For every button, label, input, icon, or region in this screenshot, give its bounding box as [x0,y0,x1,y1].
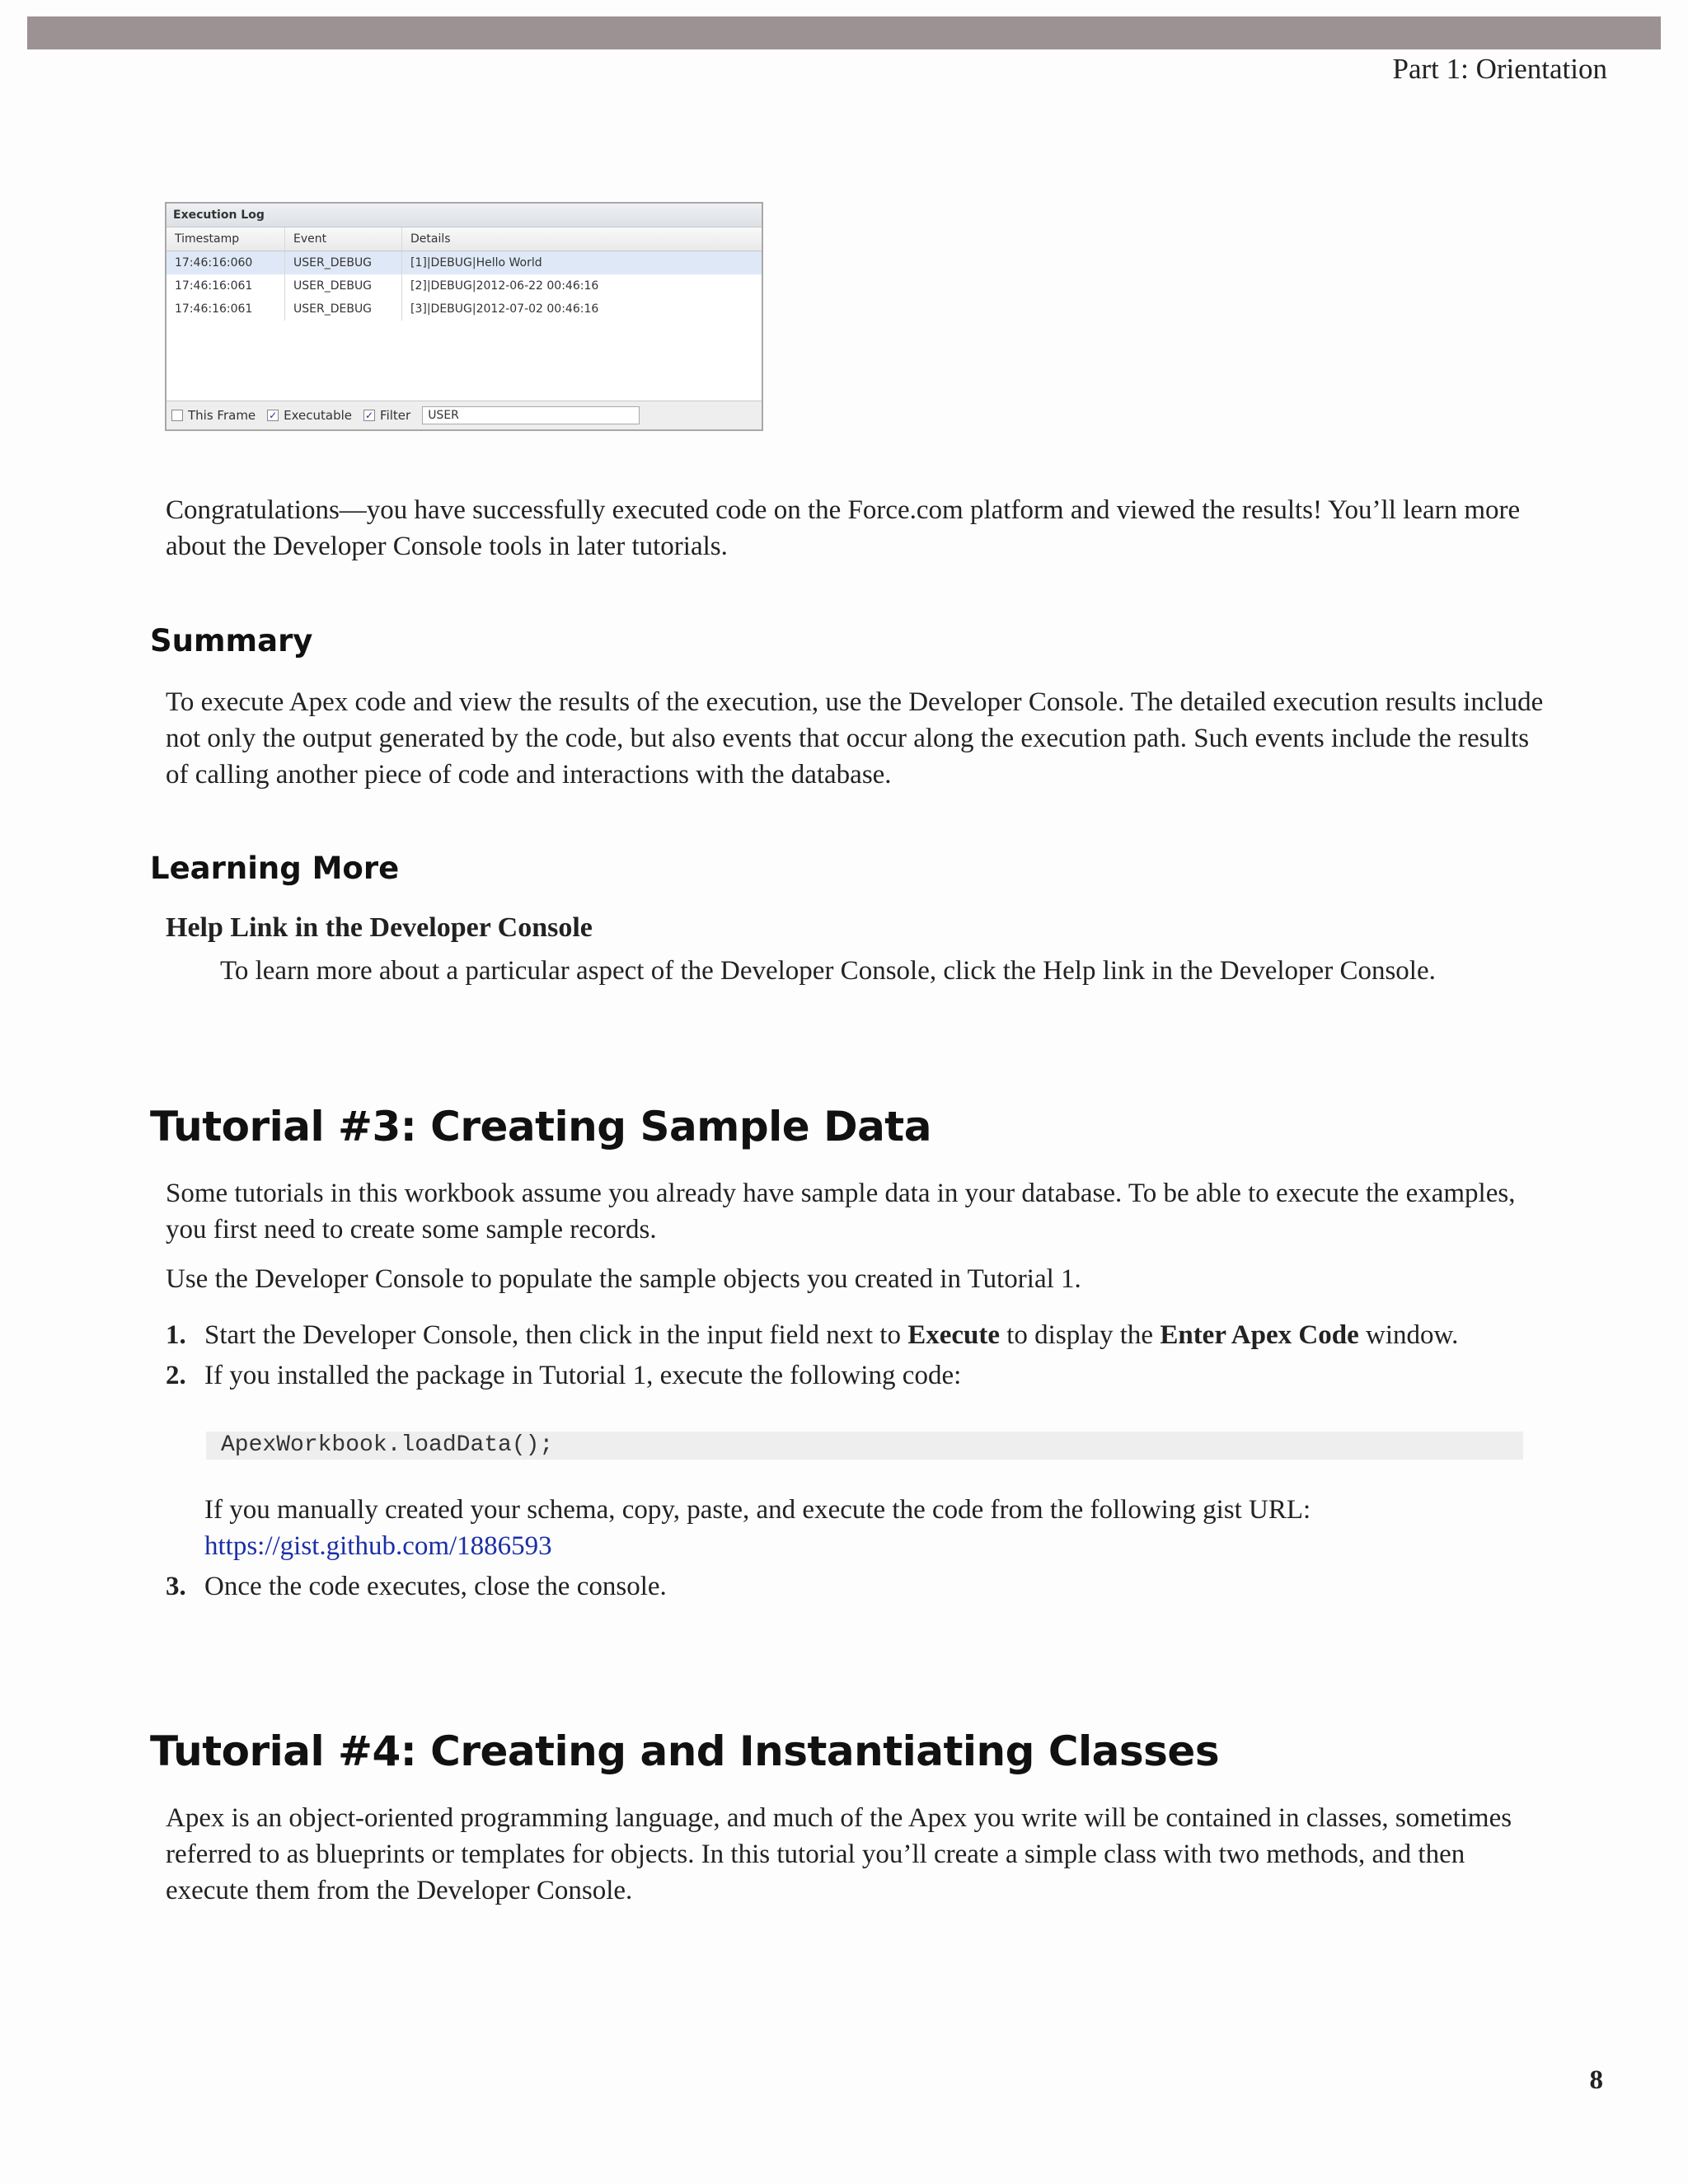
summary-heading: Summary [150,623,313,658]
tutorial3-heading: Tutorial #3: Creating Sample Data [150,1103,931,1151]
page-number: 8 [1589,2065,1603,2095]
step-text: If you installed the package in Tutorial 1, execute the following code: [204,1361,962,1390]
table-row[interactable] [166,298,762,321]
details-cell: [1]|DEBUG|Hello World [410,256,542,269]
executable-checkbox[interactable]: ✓ [269,410,278,421]
tutorial3-paragraph-1: Some tutorials in this workbook assume you already have sample data in your database. To be able to execute the examples, you first need to create some sample records. [166,1179,1516,1244]
execution-log-panel [165,202,763,431]
execution-log-header-row [166,227,762,251]
summary-paragraph: To execute Apex code and view the results of the execution, use the Developer Console. The detailed execution results include not only the output generated by the code, but also events that occur along the execution path. Such events include the results of calling another piece of code and interactions with the database. [166,687,1544,790]
learning-more-heading: Learning More [150,851,400,886]
table-row[interactable] [166,274,762,298]
tutorial3-paragraph-2: Use the Developer Console to populate the sample objects you created in Tutorial 1. [166,1264,1081,1294]
timestamp-cell: 17:46:16:061 [166,274,285,298]
column-header-details[interactable]: Details [410,232,451,246]
table-row[interactable] [166,251,762,274]
step-number: 2. [166,1361,186,1390]
this-frame-checkbox[interactable] [171,410,183,421]
filter-checkbox[interactable]: ✓ [365,410,374,421]
execution-log-title: Execution Log [166,204,762,227]
filter-label: Filter [380,408,411,423]
details-cell: [3]|DEBUG|2012-07-02 00:46:16 [410,302,599,316]
tutorial4-heading: Tutorial #4: Creating and Instantiating Classes [150,1727,1220,1775]
column-header-event[interactable]: Event [285,227,402,251]
event-cell: USER_DEBUG [285,298,402,321]
gist-intro-text: If you manually created your schema, copy, paste, and execute the code from the following gist URL: [204,1495,1311,1525]
event-cell: USER_DEBUG [285,251,402,274]
executable-label: Executable [284,408,353,423]
tutorial4-paragraph: Apex is an object-oriented programming language, and much of the Apex you write will be contained in classes, sometimes referred to as blueprints or templates for objects. In this tutorial you’ll create a simple class with two methods, and then execute them from the Developer Console. [166,1803,1512,1905]
execution-log-footer [166,401,762,429]
help-link-definition: To learn more about a particular aspect of the Developer Console, click the Help link in the Developer Console. [220,956,1436,986]
event-cell: USER_DEBUG [285,274,402,298]
gist-link[interactable]: https://gist.github.com/1886593 [204,1531,552,1561]
details-cell: [2]|DEBUG|2012-06-22 00:46:16 [410,279,599,293]
this-frame-label: This Frame [188,408,256,423]
congrats-paragraph: Congratulations—you have successfully executed code on the Force.com platform and viewed the results! You’ll learn more about the Developer Console tools in later tutorials. [166,495,1521,561]
timestamp-cell: 17:46:16:061 [166,298,285,321]
help-link-term: Help Link in the Developer Console [166,912,593,943]
step-number: 3. [166,1572,186,1601]
timestamp-cell: 17:46:16:060 [166,251,285,274]
code-block: ApexWorkbook.loadData(); [206,1432,1523,1460]
part-label: Part 1: Orientation [1392,53,1607,85]
step-text: Once the code executes, close the console. [204,1572,667,1601]
step-text: Start the Developer Console, then click in the input field next to Execute to display the Enter Apex Code window. [204,1320,1459,1350]
gist-paragraph [204,1492,1540,1564]
filter-input[interactable]: USER [422,406,640,424]
header-bar [27,16,1661,49]
step-number: 1. [166,1320,186,1350]
column-header-timestamp[interactable]: Timestamp [166,227,285,251]
